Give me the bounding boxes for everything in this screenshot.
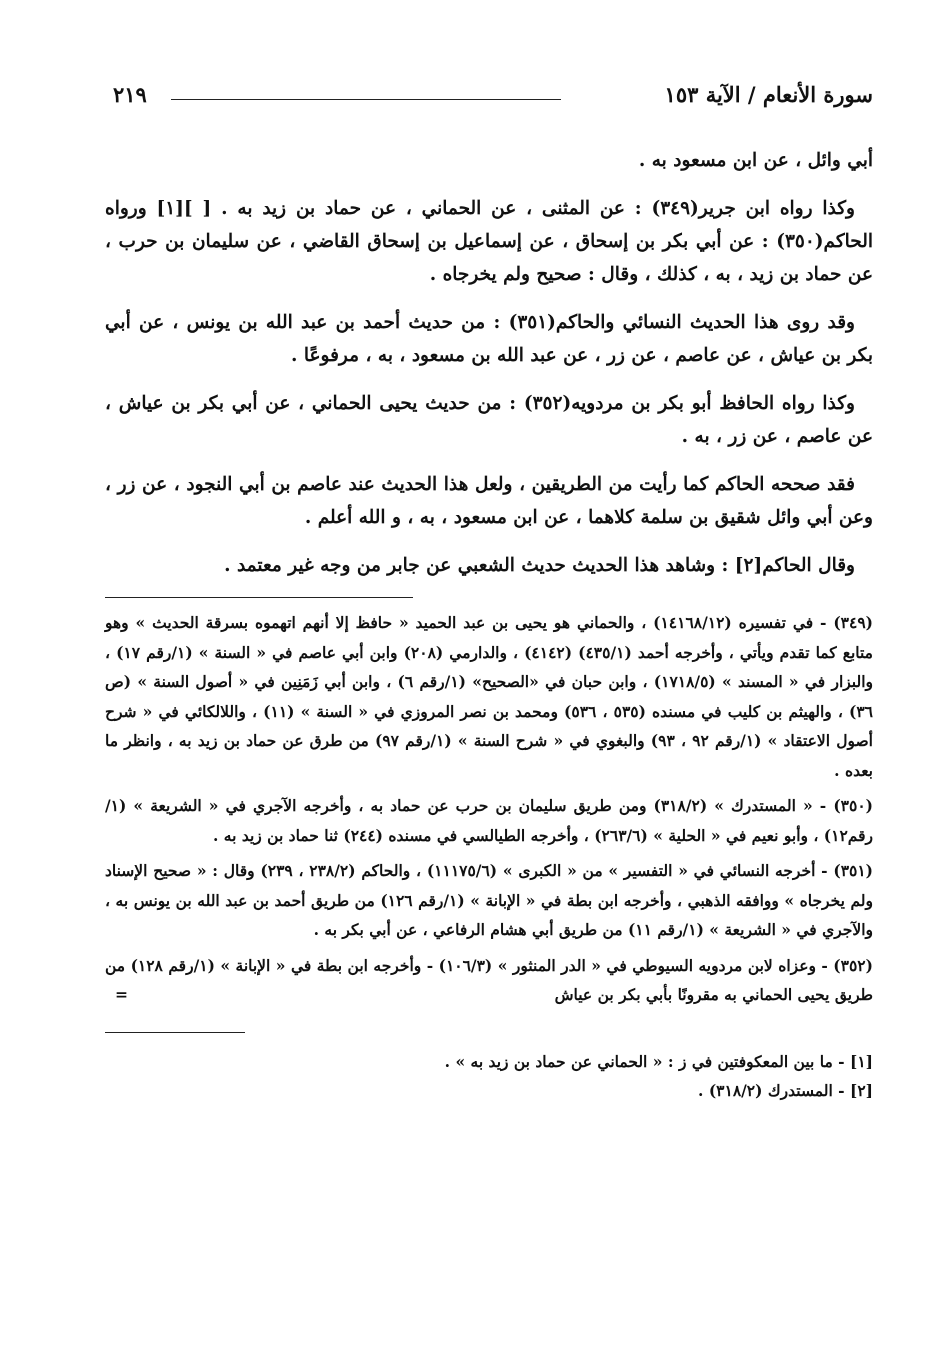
paragraph: فقد صححه الحاكم كما رأيت من الطريقين ، ولعل هذا الحديث عند عاصم بن أبي النجود ، عن زر ، وعن أبي وائل شقيق بن سلمة كلاهما ، عن ابن مسعود ، به ، و الله أعلم . (105, 474, 873, 528)
footnote-separator (105, 597, 413, 598)
main-text (105, 144, 873, 582)
editor-notes (105, 1047, 873, 1105)
header-rule (171, 99, 561, 100)
footnote: (٣٥٠) - « المستدرك » (٣١٨/٢) ومن طريق سليمان بن حرب عن حماد به ، وأخرجه الآجري في « الشريعة » (١/رقم١٢) ، وأبو نعيم في « الحلية » (٢٦٣/٦) ، وأخرجه الطيالسي في مسنده (٢٤٤) ثنا حماد بن زيد به . (105, 796, 873, 845)
editor-notes-separator (105, 1032, 245, 1033)
running-header (105, 82, 873, 116)
editor-note: [٢] - المستدرك (٣١٨/٢) . (698, 1080, 873, 1100)
paragraph: أبي وائل ، عن ابن مسعود به . (638, 150, 873, 171)
footnote: (٣٥٢) - وعزاه لابن مردويه السيوطي في « الدر المنثور » (١٠٦/٣) - وأخرجه ابن بطة في « الإبانة » (١/رقم ١٢٨) من طريق يحيى الحماني به مقرونًا بأبي بكر بن عياش (105, 955, 873, 1004)
footnote: (٣٥١) - أخرجه النسائي في « التفسير » من « الكبرى » (١١١٧٥/٦) ، والحاكم (٢٣٨/٢ ، ٢٣٩) وقال : « صحيح الإسناد ولم يخرجاه » ووافقه الذهبي ، وأخرجه ابن بطة في « الإبانة » (١/رقم ١٢٦) من طريق أحمد بن عبد الله بن يونس به ، والآجري في « الشريعة » (١/رقم ١١) من طريق أبي هشام الرفاعي ، عن أبي بكر به . (105, 861, 874, 939)
surah-verse-title: سورة الأنعام / الآية ١٥٣ (664, 82, 873, 107)
paragraph: وقد روى هذا الحديث النسائي والحاكم(٣٥١) : من حديث أحمد بن عبد الله بن يونس ، عن أبي بكر بن عياش ، عن عاصم ، عن زر ، عن عبد الله بن مسعود ، به ، مرفوعًا . (105, 312, 873, 366)
editor-note: [١] - ما بين المعكوفتين في ز : « الحماني عن حماد بن زيد به » . (444, 1051, 873, 1071)
page-number: ٢١٩ (113, 82, 147, 107)
book-page (105, 82, 873, 1105)
hadith-notes (105, 608, 873, 1010)
footnote-wrapper (105, 951, 873, 1010)
footnote: (٣٤٩) - في تفسيره (١٤١٦٨/١٢) ، والحماني هو يحيى بن عبد الحميد « حافظ إلا أنهم اتهموه بسرقة الحديث » وهو متابع كما تقدم ويأتي ، وأخرجه أحمد (٤٣٥/١) (٤١٤٢) ، والدارمي (٢٠٨) وابن أبي عاصم في « السنة » (١/رقم ١٧) ، والبزار في « المسند » (١٧١٨/٥) ، وابن حبان في «الصحيح» (١/رقم ٦) ، وابن أبي زَمَنِين في « أصول السنة » (ص ٣٦) ، والهيثم بن كليب في مسنده (٥٣٥ ، ٥٣٦) ومحمد بن نصر المروزي في « السنة » (١١) ، واللالكائي في « شرح أصول الاعتقاد » (١/رقم ٩٢ ، ٩٣) والبغوي في « شرح السنة » (١/رقم ٩٧) من طرق عن حماد بن زيد به ، وانظر ما بعده . (105, 613, 874, 780)
paragraph: وكذا رواه الحافظ أبو بكر بن مردويه(٣٥٢) : من حديث يحيى الحماني ، عن أبي بكر بن عياش ، عن عاصم ، عن زر ، به . (105, 393, 873, 447)
paragraph: وكذا رواه ابن جرير(٣٤٩) : عن المثنى ، عن الحماني ، عن حماد بن زيد به . [ ][١] ورواه الحاكم(٣٥٠) : عن أبي بكر بن إسحاق ، عن إسماعيل بن إسحاق القاضي ، عن سليمان بن حرب ، عن حماد بن زيد ، به ، كذلك ، وقال : صحيح ولم يخرجاه . (105, 198, 873, 285)
paragraph: وقال الحاكم[٢] : وشاهد هذا الحديث حديث الشعبي عن جابر من وجه غير معتمد . (224, 555, 855, 576)
continuation-mark: = (115, 985, 128, 1004)
